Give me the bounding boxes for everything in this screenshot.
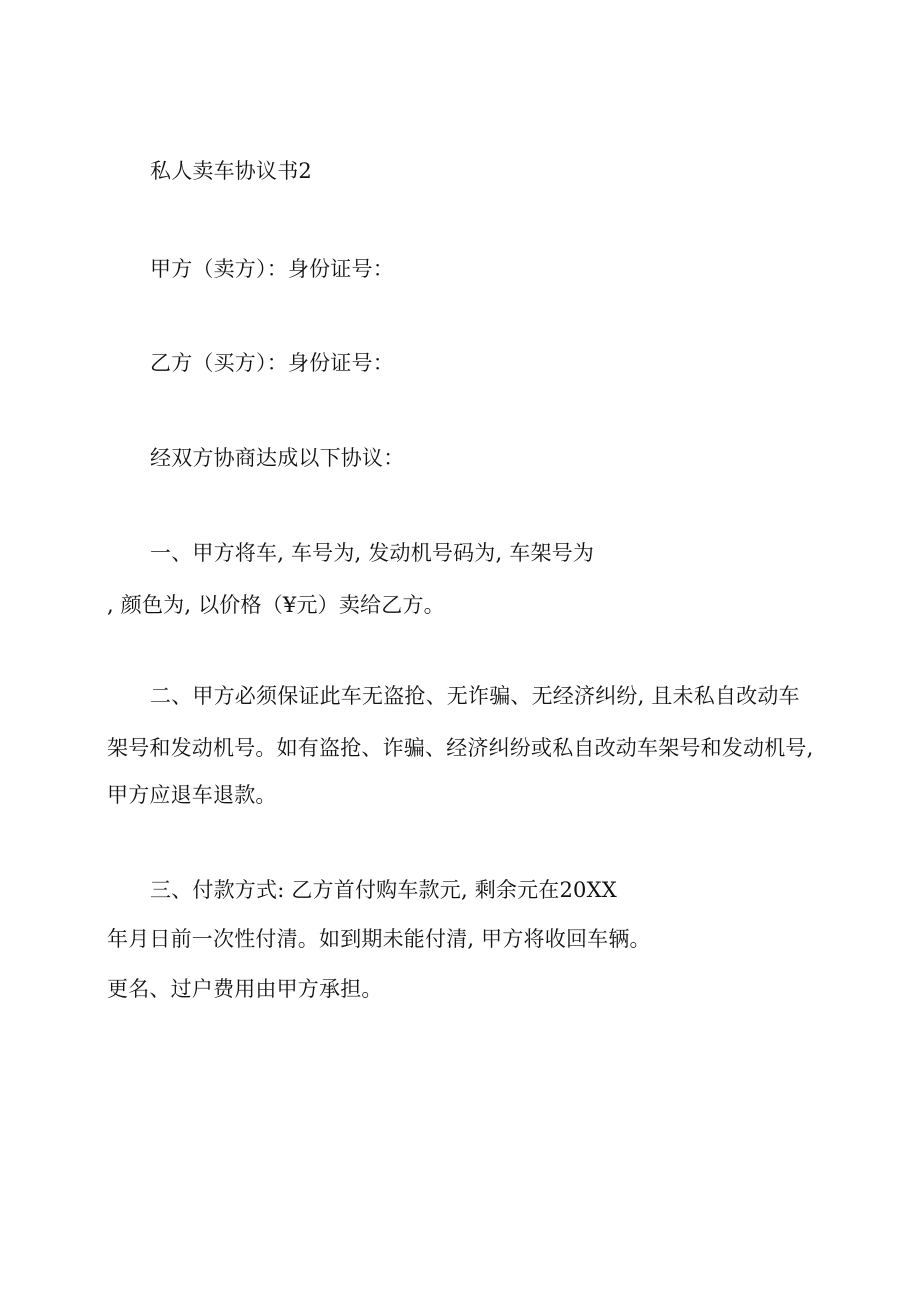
clause2-line1: 二、甲方必须保证此车无盗抢、无诈骗、无经济纠纷, 且未私自改动车 xyxy=(150,684,800,708)
clause3-line2: 年月日前一次性付清。如到期未能付清, 甲方将收回车辆。 xyxy=(107,927,651,951)
clause3-line3: 更名、过户费用由甲方承担。 xyxy=(107,977,383,1001)
party-b-line: 乙方（买方）：身份证号： xyxy=(150,351,394,375)
clause3-line1: 三、付款方式: 乙方首付购车款元, 剩余元在20XX xyxy=(150,878,617,902)
clause1-line1: 一、甲方将车, 车号为, 发动机号码为, 车架号为 xyxy=(150,541,595,565)
clause1-line2: , 颜色为, 以价格（¥元）卖给乙方。 xyxy=(107,593,445,617)
preamble-line: 经双方协商达成以下协议： xyxy=(150,446,405,470)
party-a-line: 甲方（卖方）：身份证号： xyxy=(150,257,394,281)
clause2-line2: 架号和发动机号。如有盗抢、诈骗、经济纠纷或私自改动车架号和发动机号, xyxy=(107,736,814,760)
document-title: 私人卖车协议书2 xyxy=(150,159,312,183)
clause2-line3: 甲方应退车退款。 xyxy=(107,783,277,807)
